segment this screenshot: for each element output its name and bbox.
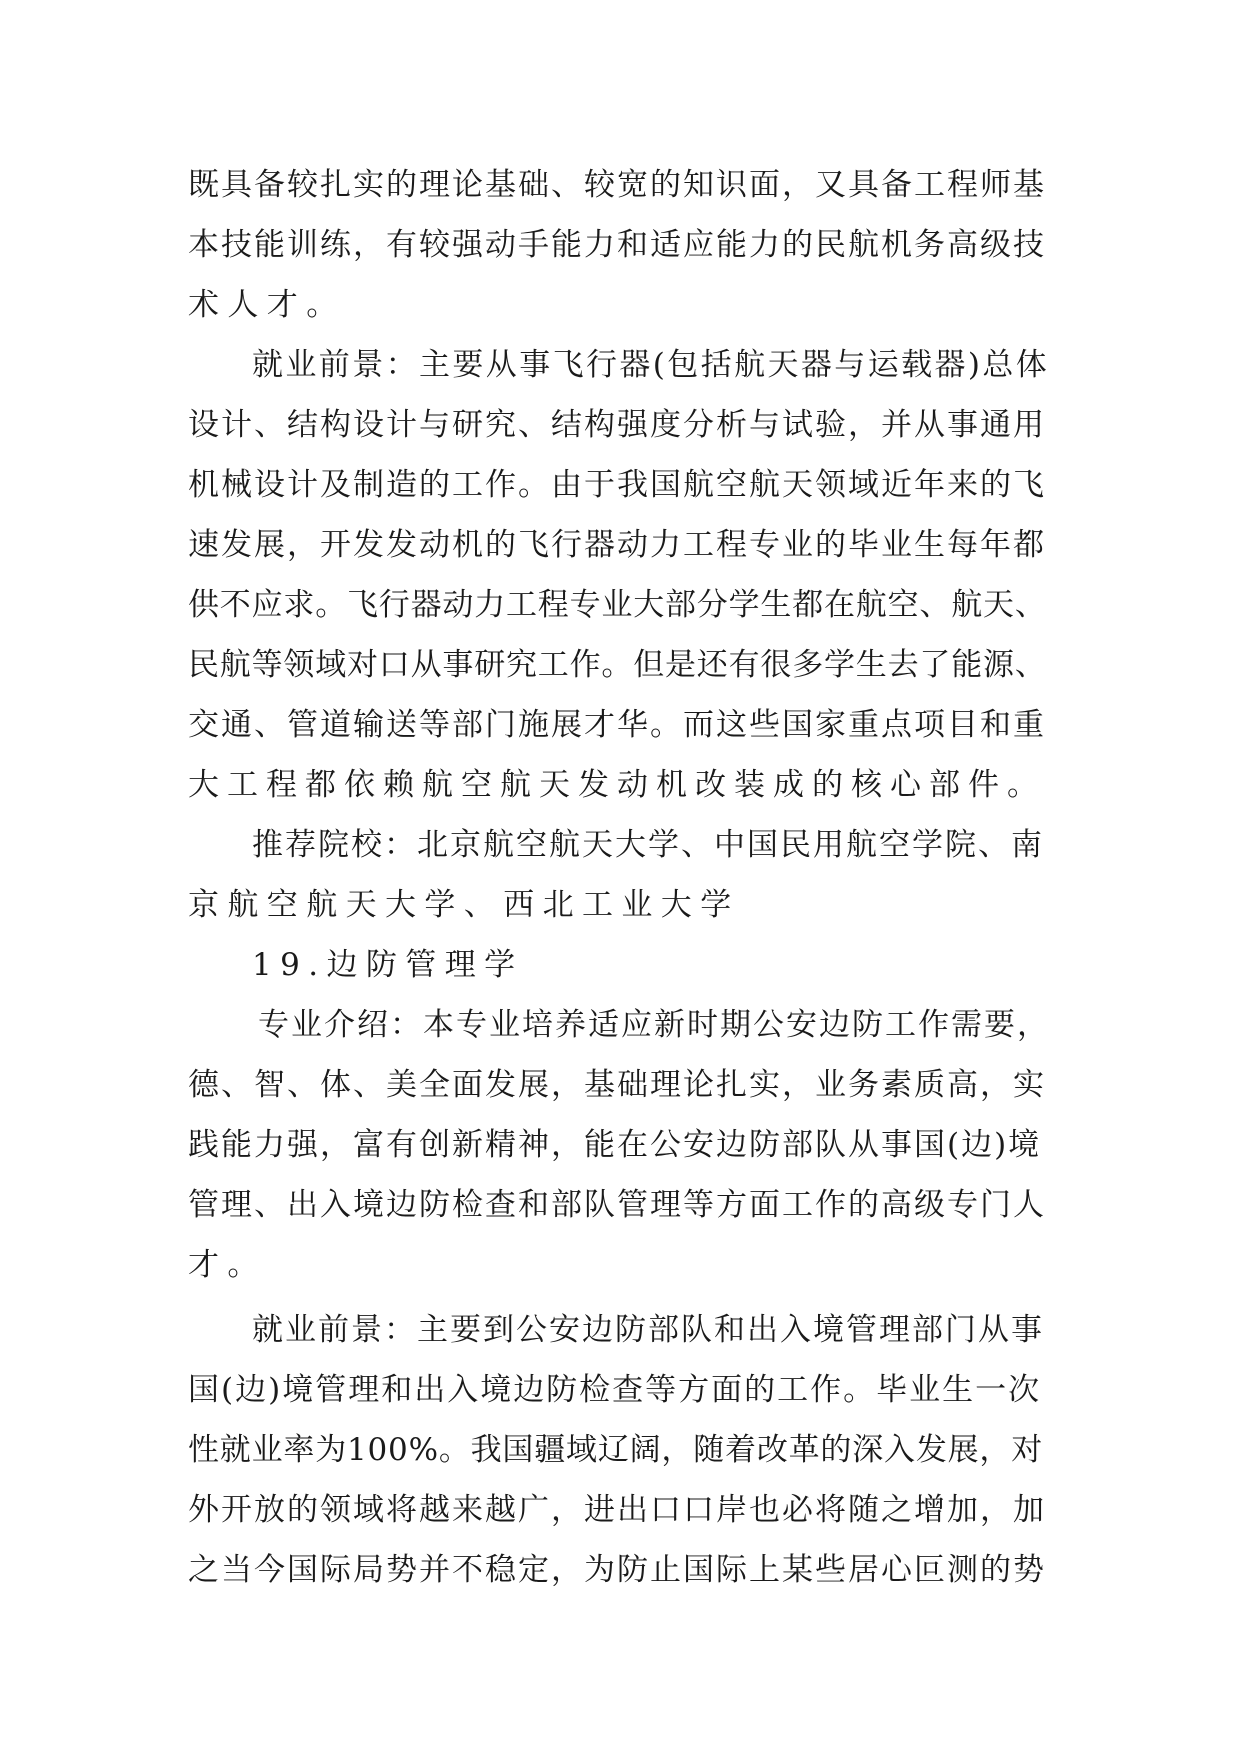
- text-line: 外开放的领域将越来越广，进出口口岸也必将随之增加，加: [188, 1492, 1046, 1528]
- text-line: 国(边)境管理和出入境边防检查等方面的工作。毕业生一次: [188, 1372, 1042, 1408]
- paragraph-start-intro: 专业介绍：本专业培养适应新时期公安边防工作需要，: [258, 1007, 1050, 1043]
- text-line: 术人才。: [188, 287, 346, 323]
- text-line: 之当今国际局势并不稳定，为防止国际上某些居心叵测的势: [188, 1552, 1046, 1588]
- text-line: 速发展，开发发动机的飞行器动力工程专业的毕业生每年都: [188, 527, 1046, 563]
- paragraph-start-employment-2: 就业前景：主要到公安边防部队和出入境管理部门从事: [252, 1312, 1044, 1348]
- text-line: 性就业率为100%。我国疆域辽阔，随着改革的深入发展，对: [188, 1432, 1044, 1468]
- text-line: 设计、结构设计与研究、结构强度分析与试验，并从事通用: [188, 407, 1046, 443]
- text-line: 才。: [188, 1247, 267, 1283]
- text-line: 德、智、体、美全面发展，基础理论扎实，业务素质高，实: [188, 1067, 1046, 1103]
- text-line: 机械设计及制造的工作。由于我国航空航天领域近年来的飞: [188, 467, 1046, 503]
- text-line: 京航空航天大学、西北工业大学: [188, 887, 740, 923]
- section-heading: 19.边防管理学: [252, 947, 524, 983]
- text-line: 交通、管道输送等部门施展才华。而这些国家重点项目和重: [188, 707, 1046, 743]
- paragraph-start-employment: 就业前景：主要从事飞行器(包括航天器与运载器)总体: [252, 347, 1050, 383]
- text-line: 大工程都依赖航空航天发动机改装成的核心部件。: [188, 767, 1046, 803]
- paragraph-start-schools: 推荐院校：北京航空航天大学、中国民用航空学院、南: [252, 827, 1044, 863]
- text-line: 本技能训练，有较强动手能力和适应能力的民航机务高级技: [188, 227, 1046, 263]
- text-line: 供不应求。飞行器动力工程专业大部分学生都在航空、航天、: [188, 587, 1047, 623]
- text-line: 既具备较扎实的理论基础、较宽的知识面，又具备工程师基: [188, 167, 1046, 203]
- text-line: 民航等领域对口从事研究工作。但是还有很多学生去了能源、: [188, 647, 1047, 683]
- text-line: 管理、出入境边防检查和部队管理等方面工作的高级专门人: [188, 1187, 1046, 1223]
- text-line: 践能力强，富有创新精神，能在公安边防部队从事国(边)境: [188, 1127, 1042, 1163]
